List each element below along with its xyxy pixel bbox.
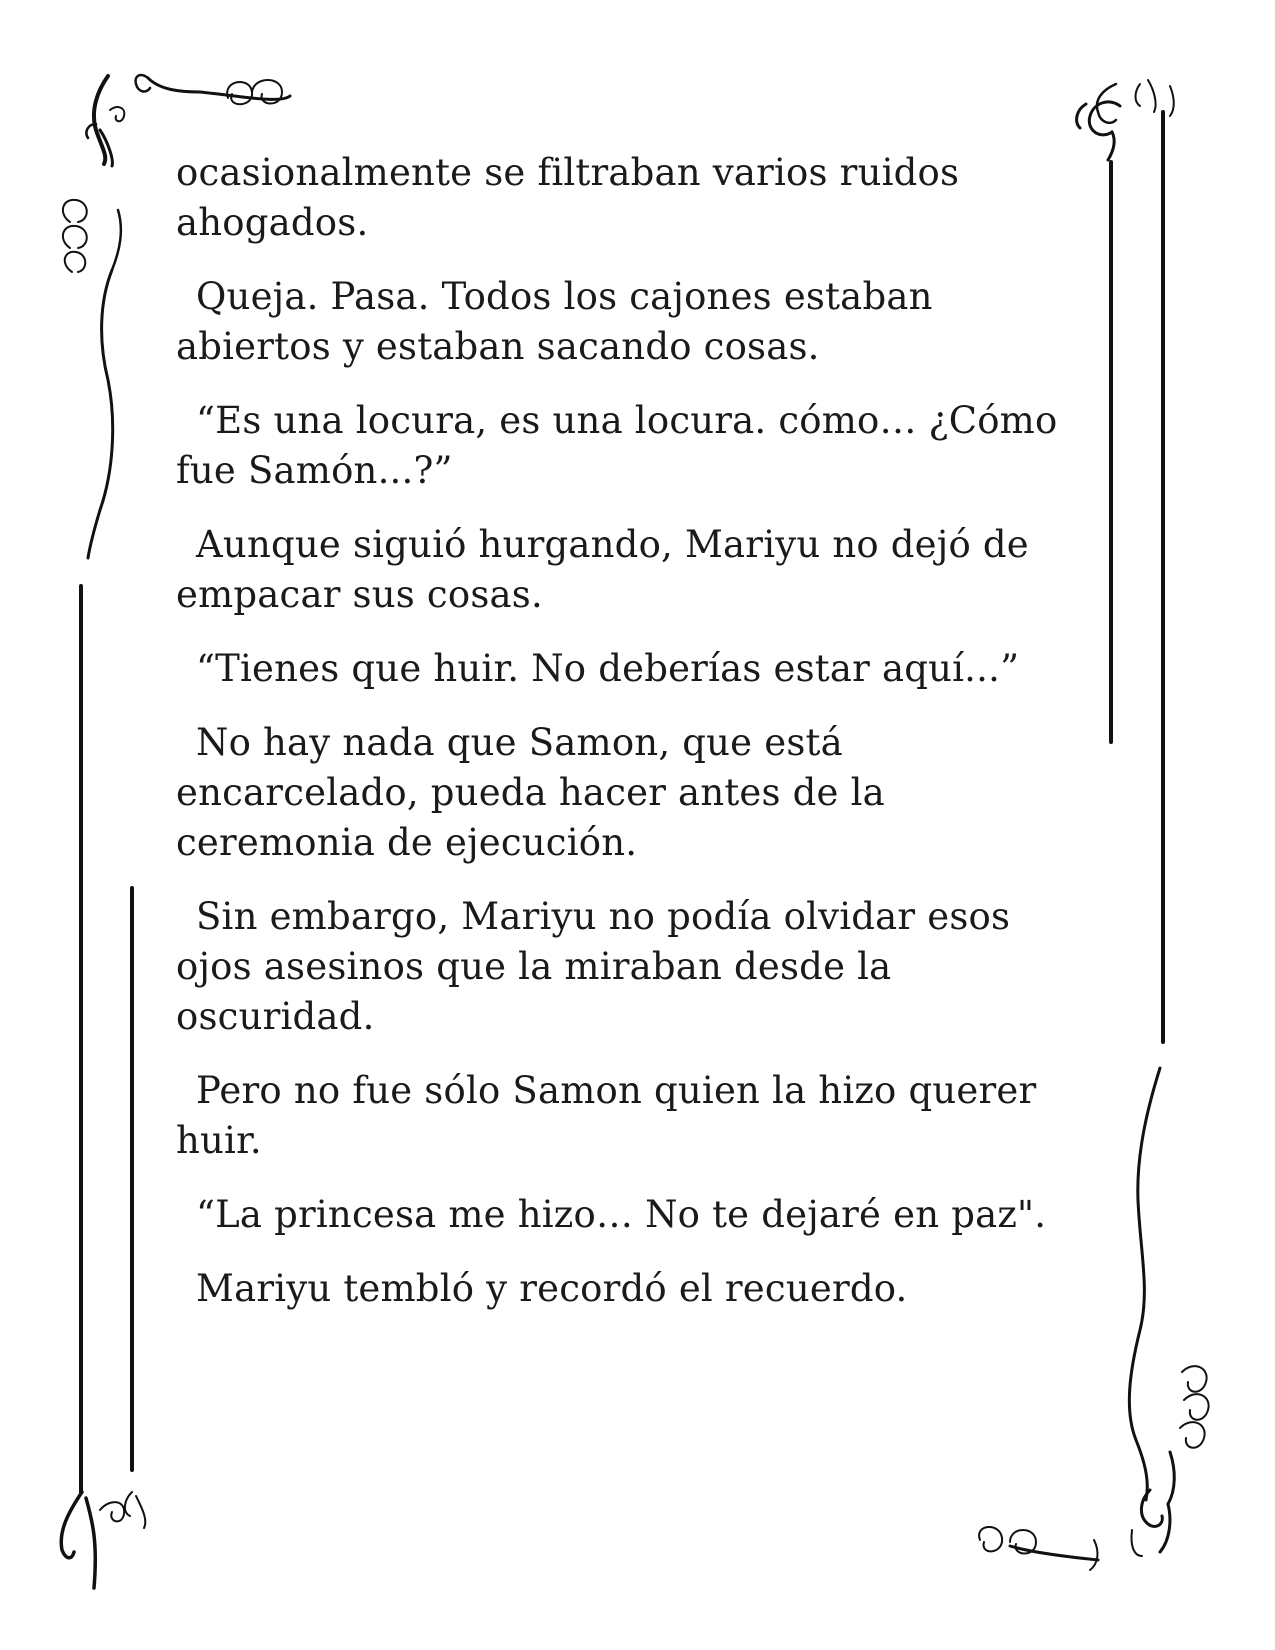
paragraph-1: ocasionalmente se filtraban varios ruidos ahogados. <box>176 151 960 244</box>
top-right-flourish <box>1077 80 1174 160</box>
paragraph-5: “Tienes que huir. No deberías estar aquí...” <box>196 647 1020 690</box>
paragraph-9: “La princesa me hizo… No te dejaré en paz". <box>196 1193 1047 1236</box>
paragraph-4: Aunque siguió hurgando, Mariyu no dejó de empacar sus cosas. <box>176 523 1029 616</box>
paragraph-2: Queja. Pasa. Todos los cajones estaban abiertos y estaban sacando cosas. <box>176 275 933 368</box>
paragraph-7: Sin embargo, Mariyu no podía olvidar esos ojos asesinos que la miraban desde la oscuridad. <box>176 895 1011 1038</box>
paragraph-10: Mariyu tembló y recordó el recuerdo. <box>196 1267 908 1310</box>
bottom-left-flourish <box>61 1492 145 1588</box>
left-border-lines <box>81 586 132 1492</box>
paragraph-6: No hay nada que Samon, que está encarcelado, pueda hacer antes de la ceremonia de ejecución. <box>176 721 885 864</box>
page-body-text <box>176 148 1076 1338</box>
right-border-lines <box>1111 112 1163 1042</box>
paragraph-3: “Es una locura, es una locura. cómo… ¿Cómo fue Samón...?” <box>176 399 1058 492</box>
paragraph-8: Pero no fue sólo Samon quien la hizo querer huir. <box>176 1069 1037 1162</box>
